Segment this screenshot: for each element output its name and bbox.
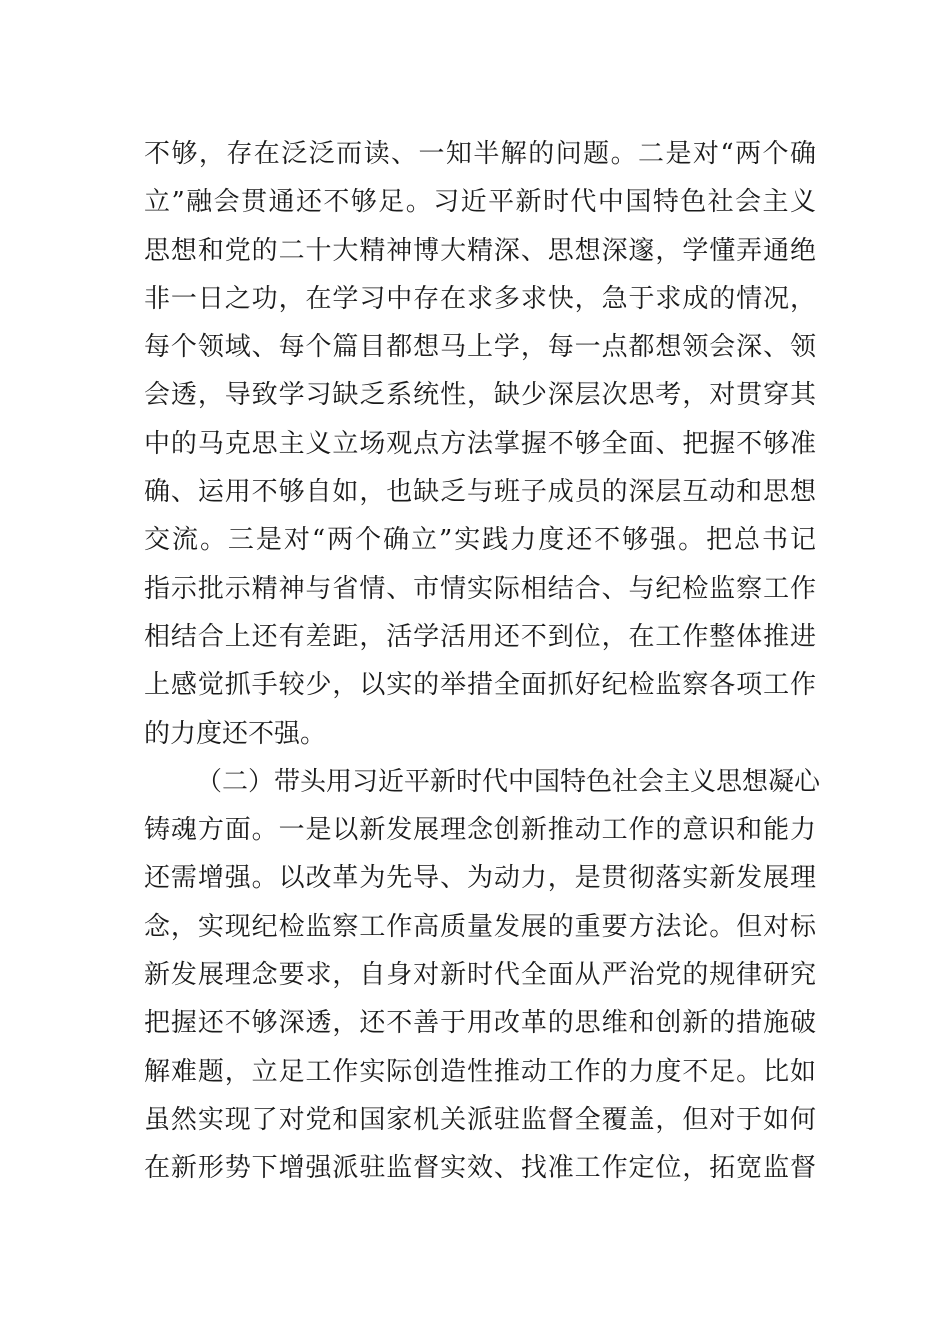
text-line: 在新形势下增强派驻监督实效、找准工作定位，拓宽监督: [144, 1153, 816, 1184]
text-line: 会透，导致学习缺乏系统性，缺少深层次思考，对贯穿其: [144, 380, 816, 411]
section-heading-line: （二）带头用习近平新时代中国特色社会主义思想凝心: [196, 766, 821, 797]
text-line: 念，实现纪检监察工作高质量发展的重要方法论。但对标: [144, 911, 816, 942]
text-line: 新发展理念要求，自身对新时代全面从严治党的规律研究: [144, 960, 816, 991]
text-line: 不够，存在泛泛而读、一知半解的问题。二是对“两个确: [144, 139, 816, 169]
text-line: 非一日之功，在学习中存在求多求快，急于求成的情况，: [144, 283, 816, 314]
text-line: 铸魂方面。一是以新发展理念创新推动工作的意识和能力: [144, 815, 816, 846]
text-line: 立”融会贯通还不够足。习近平新时代中国特色社会主义: [144, 187, 816, 218]
text-line: 的力度还不强。: [144, 718, 327, 749]
text-line: 把握还不够深透，还不善于用改革的思维和创新的措施破: [144, 1008, 816, 1039]
text-line: 交流。三是对“两个确立”实践力度还不够强。把总书记: [144, 525, 816, 556]
text-line: 指示批示精神与省情、市情实际相结合、与纪检监察工作: [144, 573, 816, 604]
text-line: 虽然实现了对党和国家机关派驻监督全覆盖，但对于如何: [144, 1104, 816, 1135]
body-text: [144, 130, 821, 1193]
text-line: 解难题，立足工作实际创造性推动工作的力度不足。比如: [144, 1056, 816, 1087]
text-line: 相结合上还有差距，活学活用还不到位，在工作整体推进: [144, 621, 816, 652]
text-line: 中的马克思主义立场观点方法掌握不够全面、把握不够准: [144, 428, 816, 459]
text-line: 确、运用不够自如，也缺乏与班子成员的深层互动和思想: [144, 477, 816, 508]
text-line: 上感觉抓手较少，以实的举措全面抓好纪检监察各项工作: [144, 670, 816, 701]
text-line: 每个领域、每个篇目都想马上学，每一点都想领会深、领: [144, 332, 816, 363]
text-line: 还需增强。以改革为先导、为动力，是贯彻落实新发展理: [144, 863, 816, 894]
text-line: 思想和党的二十大精神博大精深、思想深邃，学懂弄通绝: [144, 235, 816, 266]
